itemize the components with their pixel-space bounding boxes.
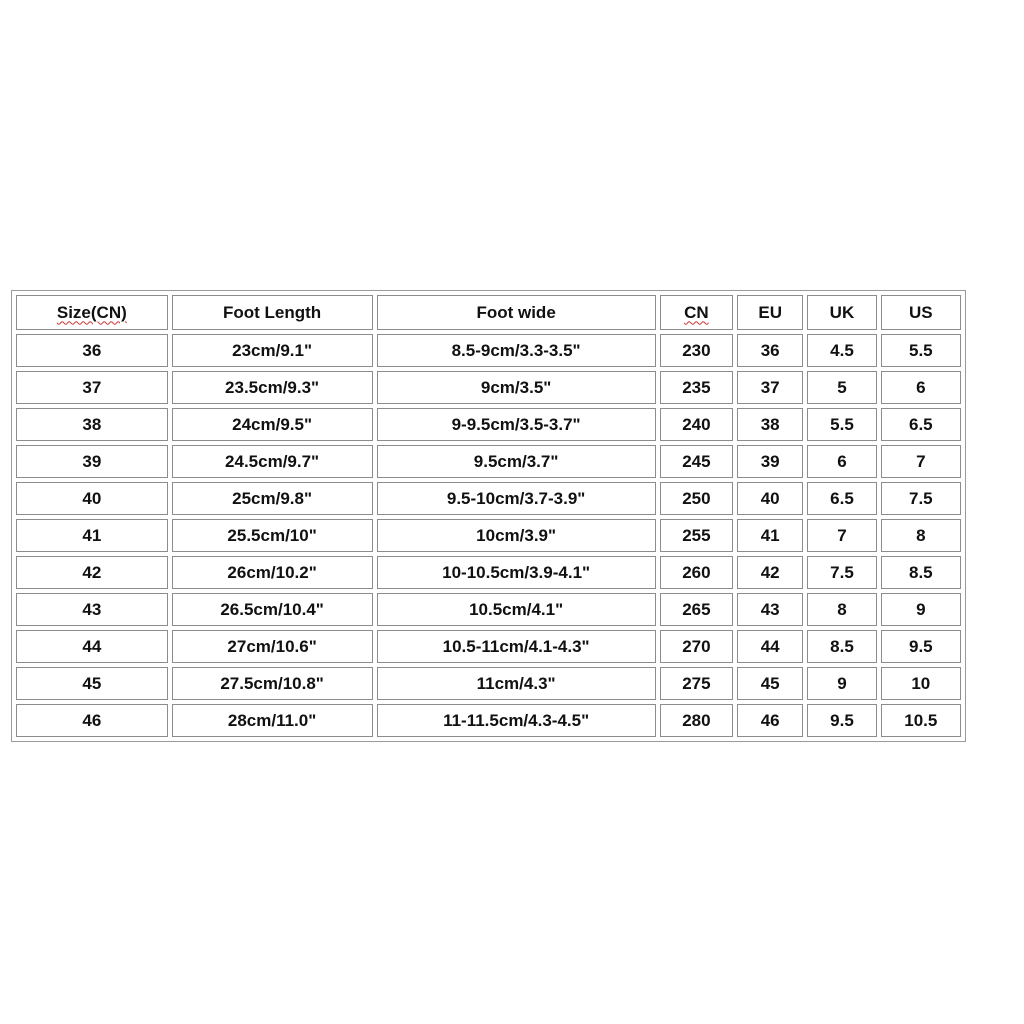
cell-cn: 270: [660, 630, 733, 663]
cell-size-cn: 41: [16, 519, 168, 552]
cell-size-cn: 43: [16, 593, 168, 626]
header-us: US: [881, 295, 961, 330]
table-row: [16, 371, 961, 404]
cell-cn: 275: [660, 667, 733, 700]
cell-foot-wide: 10.5cm/4.1": [377, 593, 656, 626]
table-row: [16, 408, 961, 441]
cell-size-cn: 40: [16, 482, 168, 515]
size-chart-table: [11, 290, 966, 742]
cell-foot-length: 26cm/10.2": [172, 556, 373, 589]
cell-foot-length: 27cm/10.6": [172, 630, 373, 663]
cell-eu: 42: [737, 556, 803, 589]
cell-foot-wide: 11cm/4.3": [377, 667, 656, 700]
cell-uk: 6: [807, 445, 876, 478]
cell-eu: 36: [737, 334, 803, 367]
cell-uk: 6.5: [807, 482, 876, 515]
header-label: Size(CN): [56, 302, 127, 322]
cell-size-cn: 37: [16, 371, 168, 404]
cell-uk: 7: [807, 519, 876, 552]
cell-uk: 7.5: [807, 556, 876, 589]
header-cn: [660, 295, 733, 330]
cell-us: 5.5: [881, 334, 961, 367]
cell-us: 9.5: [881, 630, 961, 663]
cell-us: 7: [881, 445, 961, 478]
table-row: [16, 704, 961, 737]
cell-size-cn: 44: [16, 630, 168, 663]
cell-foot-wide: 9cm/3.5": [377, 371, 656, 404]
cell-uk: 9: [807, 667, 876, 700]
table-row: [16, 556, 961, 589]
cell-us: 8.5: [881, 556, 961, 589]
cell-foot-wide: 8.5-9cm/3.3-3.5": [377, 334, 656, 367]
cell-us: 6: [881, 371, 961, 404]
cell-foot-wide: 9.5cm/3.7": [377, 445, 656, 478]
cell-uk: 9.5: [807, 704, 876, 737]
header-foot-wide: Foot wide: [377, 295, 656, 330]
cell-foot-wide: 10cm/3.9": [377, 519, 656, 552]
cell-eu: 46: [737, 704, 803, 737]
cell-cn: 280: [660, 704, 733, 737]
cell-cn: 245: [660, 445, 733, 478]
cell-cn: 265: [660, 593, 733, 626]
cell-eu: 44: [737, 630, 803, 663]
table-body: [16, 334, 961, 737]
cell-size-cn: 42: [16, 556, 168, 589]
cell-us: 10.5: [881, 704, 961, 737]
cell-foot-length: 24cm/9.5": [172, 408, 373, 441]
cell-foot-wide: 10.5-11cm/4.1-4.3": [377, 630, 656, 663]
cell-uk: 8.5: [807, 630, 876, 663]
header-uk: UK: [807, 295, 876, 330]
cell-size-cn: 45: [16, 667, 168, 700]
cell-foot-length: 23cm/9.1": [172, 334, 373, 367]
cell-cn: 250: [660, 482, 733, 515]
header-label: CN: [684, 302, 709, 322]
cell-size-cn: 36: [16, 334, 168, 367]
cell-us: 7.5: [881, 482, 961, 515]
cell-eu: 40: [737, 482, 803, 515]
cell-cn: 240: [660, 408, 733, 441]
cell-us: 10: [881, 667, 961, 700]
cell-cn: 235: [660, 371, 733, 404]
cell-cn: 255: [660, 519, 733, 552]
cell-us: 6.5: [881, 408, 961, 441]
cell-eu: 37: [737, 371, 803, 404]
table-row: [16, 630, 961, 663]
cell-us: 8: [881, 519, 961, 552]
header-eu: EU: [737, 295, 803, 330]
cell-uk: 8: [807, 593, 876, 626]
cell-eu: 41: [737, 519, 803, 552]
cell-uk: 5.5: [807, 408, 876, 441]
cell-us: 9: [881, 593, 961, 626]
table-row: [16, 519, 961, 552]
cell-cn: 260: [660, 556, 733, 589]
cell-size-cn: 38: [16, 408, 168, 441]
cell-uk: 5: [807, 371, 876, 404]
cell-foot-wide: 11-11.5cm/4.3-4.5": [377, 704, 656, 737]
header-row: [16, 295, 961, 330]
cell-foot-length: 23.5cm/9.3": [172, 371, 373, 404]
table-row: [16, 445, 961, 478]
cell-foot-length: 25cm/9.8": [172, 482, 373, 515]
cell-foot-length: 24.5cm/9.7": [172, 445, 373, 478]
cell-foot-wide: 10-10.5cm/3.9-4.1": [377, 556, 656, 589]
table-row: [16, 667, 961, 700]
cell-eu: 43: [737, 593, 803, 626]
cell-cn: 230: [660, 334, 733, 367]
cell-eu: 38: [737, 408, 803, 441]
cell-foot-length: 28cm/11.0": [172, 704, 373, 737]
cell-size-cn: 46: [16, 704, 168, 737]
cell-eu: 45: [737, 667, 803, 700]
header-foot-length: Foot Length: [172, 295, 373, 330]
cell-size-cn: 39: [16, 445, 168, 478]
cell-eu: 39: [737, 445, 803, 478]
cell-uk: 4.5: [807, 334, 876, 367]
cell-foot-length: 27.5cm/10.8": [172, 667, 373, 700]
cell-foot-wide: 9.5-10cm/3.7-3.9": [377, 482, 656, 515]
header-size-cn: [16, 295, 168, 330]
cell-foot-length: 26.5cm/10.4": [172, 593, 373, 626]
table-row: [16, 482, 961, 515]
table-row: [16, 334, 961, 367]
cell-foot-length: 25.5cm/10": [172, 519, 373, 552]
cell-foot-wide: 9-9.5cm/3.5-3.7": [377, 408, 656, 441]
table-row: [16, 593, 961, 626]
